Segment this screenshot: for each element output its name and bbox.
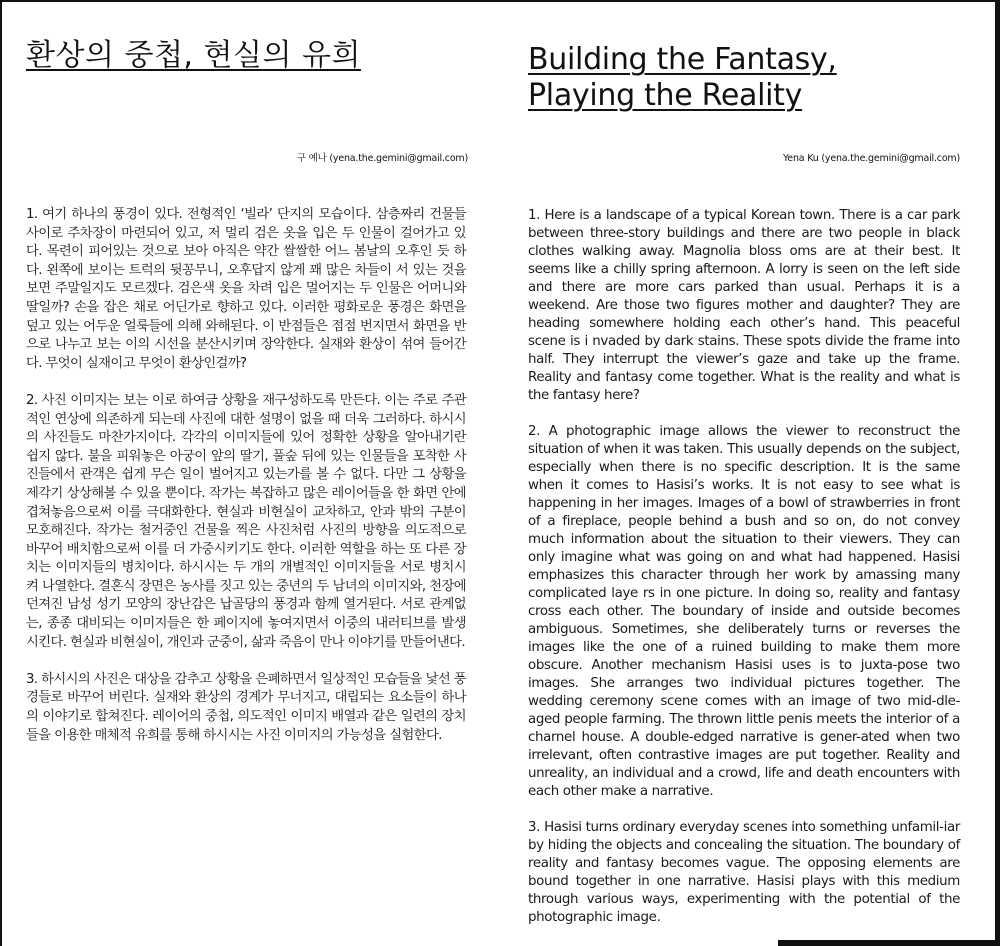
left-border xyxy=(0,0,2,946)
english-paragraph-2: 2. A photographic image allows the viewer to reconstruct the situation of when it was taken. This usually depends on the subject, especially when there is no specific description. It is the same when it comes to Hasisi’s works. It is not easy to see what is happening in her images. Images of a bowl of strawberries in front of a fireplace, people behind a bush and so on, do not convey much information about the situation to their viewers. They can only imagine what was going on and what had happened. Hasisi emphasizes this character through her work by amassing many complicated laye rs in one picture. In doing so, reality and fantasy cross each other. The boundary of inside and outside becomes ambiguous. Sometimes, she deliberately turns or reverses the images like the one of a ruined building to make them more obscure. Another mechanism Hasisi uses is to juxta-pose two images. She arranges two individual pictures together. The wedding ceremony scene comes with an image of two mid-dle-aged people farming. The thrown little penis meets the interior of a charnel house. A double-edged narrative is gener-ated when two irrelevant, often contrastive images are put together. Reality and unreality, an individual and a crowd, life and death encounters with each other make a narrative. xyxy=(528,424,960,799)
english-author: Yena Ku (yena.the.gemini@gmail.com) xyxy=(782,153,960,164)
english-title-line-2: Playing the Reality xyxy=(528,78,803,113)
english-paragraph-1: 1. Here is a landscape of a typical Korean town. There is a car park between three-story buildings and there are two people in black clothes walking away. Magnolia bloss oms are at their best. It seems like a chilly spring afternoon. A lorry is seen on the left side and there are more cars parked than usual. Perhaps it is a weekend. Are those two figures mother and daughter? They are heading somewhere holding each other’s hand. This peaceful scene is i nvaded by dark stains. These spots divide the frame into half. They interrupt the viewer’s gaze and take up the frame. Reality and fantasy come together. What is the reality and what is the fantasy here? xyxy=(528,208,960,403)
english-title xyxy=(528,42,968,114)
korean-paragraph-2: 2. 사진 이미지는 보는 이로 하여금 상황을 재구성하도록 만든다. 이는 주로 주관적인 연상에 의존하게 되는데 사진에 대한 설명이 없을 때 더욱 그러하다. 하시시의 사진들도 마찬가지이다. 각각의 이미지들에 있어 정확한 상황을 알아내기란 쉽지 않다. 불을 피워놓은 아궁이 앞의 딸기, 풀숲 뒤에 있는 인물들을 포착한 사진들에서 관객은 쉽게 무슨 일이 벌어지고 있는가를 볼 수 없다. 다만 그 상황을 제각기 상상해볼 수 있을 뿐이다. 작가는 복잡하고 많은 레이어들을 한 화면 안에 겹쳐놓음으로써 이를 극대화한다. 현실과 비현실이 교차하고, 안과 밖의 구분이 모호해진다. 작가는 철거중인 건물을 찍은 사진처럼 사진의 방향을 의도적으로 바꾸어 배치함으로써 이를 더 가중시키기도 한다. 이러한 역할을 하는 또 다른 장치는 이미지들의 병치이다. 하시시는 두 개의 개별적인 이미지들을 서로 병치시켜 나열한다. 결혼식 장면은 농사를 짓고 있는 중년의 두 남녀의 이미지와, 천장에 던져진 남성 성기 모양의 장난감은 납골당의 풍경과 함께 열거된다. 서로 관계없는, 종종 대비되는 이미지들은 한 페이지에 놓여지면서 이중의 내러티브를 발생시킨다. 현실과 비현실이, 개인과 군중이, 삶과 죽음이 만나 이야기를 만들어낸다. xyxy=(26,392,466,650)
bottom-border xyxy=(778,940,1000,946)
korean-body xyxy=(26,206,466,745)
english-title-line-1: Building the Fantasy, xyxy=(528,42,837,77)
english-body xyxy=(528,207,960,927)
english-paragraph-3: 3. Hasisi turns ordinary everyday scenes into something unfamil-iar by hiding the objects and concealing the situation. The boundary of reality and fantasy becomes vague. The opposing elements are bound together in one narrative. Hasisi plays with this medium through various ways, experimenting with the potential of the photographic image. xyxy=(528,820,960,925)
korean-author: 구 예나 (yena.the.gemini@gmail.com) xyxy=(296,153,468,164)
korean-title: 환상의 중첩, 현실의 유희 xyxy=(26,38,361,73)
korean-paragraph-3: 3. 하시시의 사진은 대상을 감추고 상황을 은폐하면서 일상적인 모습들을 낯선 풍경들로 바꾸어 버린다. 실재와 환상의 경계가 무너지고, 대립되는 요소들이 하나의 이야기로 합쳐진다. 레이어의 중첩, 의도적인 이미지 배열과 같은 일련의 장치들을 이용한 매체적 유희를 통해 하시시는 사진 이미지의 가능성을 실험한다. xyxy=(26,671,466,743)
right-border xyxy=(995,0,1000,946)
korean-paragraph-1: 1. 여기 하나의 풍경이 있다. 전형적인 ‘빌라’ 단지의 모습이다. 삼층짜리 건물들 사이로 주차장이 마련되어 있고, 저 멀리 검은 옷을 입은 두 인물이 걸어가고 있다. 목련이 피어있는 것으로 보아 아직은 약간 쌀쌀한 어느 봄날의 오후인 듯 하다. 왼쪽에 보이는 트럭의 뒷꽁무니, 오후답지 않게 꽤 많은 차들이 서 있는 것을 보면 주말일지도 모르겠다. 검은색 옷을 차려 입은 멀어지는 두 인물은 어머니와 딸일까? 손을 잡은 채로 어딘가로 향하고 있다. 이러한 평화로운 풍경은 화면을 덮고 있는 어두운 얼룩들에 의해 와해된다. 이 반점들은 점점 번지면서 화면을 반으로 나누고 보는 이의 시선을 분산시키며 장악한다. 실재와 환상이 섞여 들어간다. 무엇이 실재이고 무엇이 환상인걸까? xyxy=(26,207,466,371)
top-border xyxy=(0,0,1000,2)
